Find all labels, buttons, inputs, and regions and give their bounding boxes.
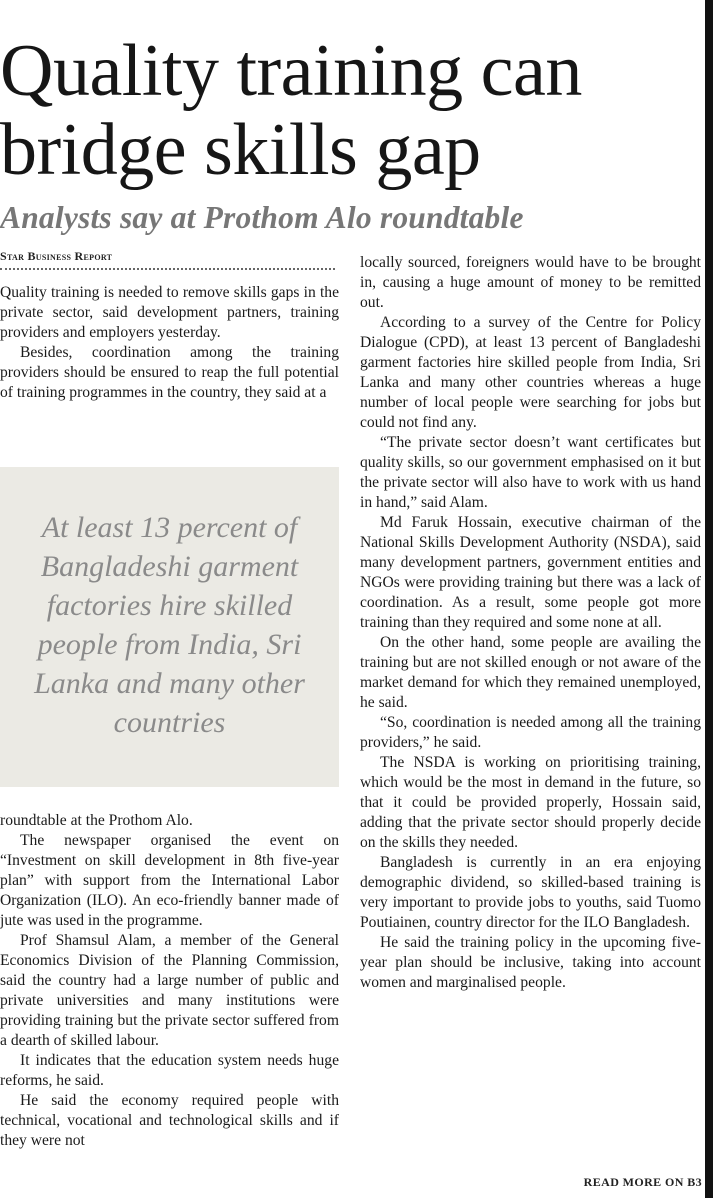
- left-column-top: [0, 283, 339, 403]
- paragraph: According to a survey of the Centre for Policy Dialogue (CPD), at least 13 percent of Bangladeshi garment factories hire skilled people from India, Sri Lanka and many other countries whereas a huge number of local people were searching for jobs but could not find any.: [360, 314, 701, 431]
- paragraph: Bangladesh is currently in an era enjoying demographic dividend, so skilled-based training is very important to provide jobs to youths, said Tuomo Poutiainen, country director for the ILO Bangladesh.: [360, 854, 701, 931]
- page-edge: [705, 0, 713, 1198]
- paragraph: It indicates that the education system needs huge reforms, he said.: [0, 1052, 339, 1089]
- byline: Star Business Report: [0, 249, 113, 263]
- paragraph: He said the economy required people with technical, vocational and technological skills and if they were not: [0, 1092, 339, 1149]
- pull-quote-box: [0, 467, 339, 787]
- right-column: [360, 253, 701, 993]
- subheadline: Analysts say at Prothom Alo roundtable: [0, 200, 524, 235]
- paragraph: Md Faruk Hossain, executive chairman of the National Skills Development Authority (NSDA), said many development partners, government entities and NGOs were providing training but there was a lack of coordination. As a result, some people got more training than they required and some none at all.: [360, 514, 701, 631]
- paragraph: roundtable at the Prothom Alo.: [0, 812, 193, 829]
- byline-divider: [0, 268, 335, 270]
- headline: Quality training can bridge skills gap: [0, 30, 582, 191]
- paragraph: Prof Shamsul Alam, a member of the General Economics Division of the Planning Commission, said the country had a large number of public and private universities and many institutions were providing training but the private sector suffered from a dearth of skilled labour.: [0, 932, 339, 1049]
- paragraph: He said the training policy in the upcoming five-year plan should be inclusive, taking into account women and marginalised people.: [360, 934, 701, 991]
- left-column-bottom: [0, 811, 339, 1151]
- paragraph: Quality training is needed to remove skills gaps in the private sector, said development partners, training providers and employers yesterday.: [0, 284, 339, 341]
- paragraph: Besides, coordination among the training providers should be ensured to reap the full potential of training programmes in the country, they said at a: [0, 344, 339, 401]
- paragraph: “So, coordination is needed among all the training providers,” he said.: [360, 714, 701, 751]
- paragraph: The newspaper organised the event on “Investment on skill development in 8th five-year plan” with support from the International Labor Organization (ILO). An eco-friendly banner made of jute was used in the programme.: [0, 832, 339, 929]
- paragraph: On the other hand, some people are availing the training but are not skilled enough or not aware of the market demand for which they remained unemployed, he said.: [360, 634, 701, 711]
- paragraph: “The private sector doesn’t want certificates but quality skills, so our government emphasised on it but the private sector will also have to work with us hand in hand,” said Alam.: [360, 434, 701, 511]
- pull-quote-text: At least 13 percent of Bangladeshi garment factories hire skilled people from India, Sri Lanka and many other countries: [34, 511, 305, 739]
- paragraph: locally sourced, foreigners would have to be brought in, causing a huge amount of money to be remitted out.: [360, 254, 701, 311]
- paragraph: The NSDA is working on prioritising training, which would be the most in demand in the future, so that it could be provided properly, Hossain said, adding that the private sector should properly decide on the skills they needed.: [360, 754, 701, 851]
- read-more-jump: READ MORE ON B3: [583, 1175, 702, 1189]
